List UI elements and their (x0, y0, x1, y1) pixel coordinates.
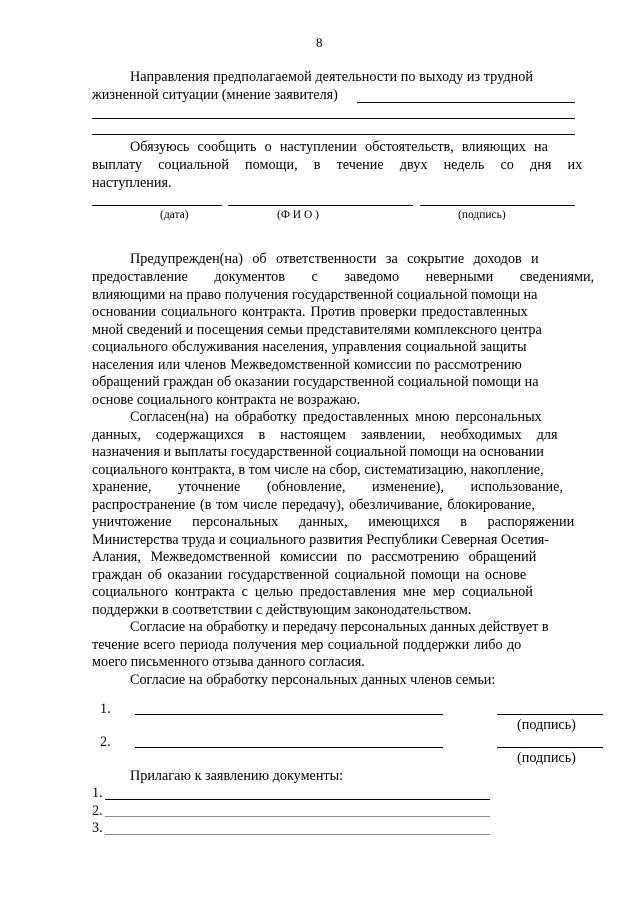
consent-period-line: течение всего периода получения мер социальной поддержки либо до (92, 636, 522, 653)
document-item-field[interactable] (105, 799, 490, 800)
family-member-name-field[interactable] (135, 714, 443, 715)
date-field[interactable] (92, 205, 222, 206)
consent-line: граждан об оказании государственной социальной помощи на основе (92, 566, 527, 583)
family-row-number: 1. (100, 701, 111, 717)
document-item-number: 2. (92, 803, 103, 819)
family-signature-label: (подпись) (517, 750, 576, 766)
date-label: (дата) (160, 209, 189, 221)
obligation-line1: Обязуюсь сообщить о наступлении обстоятельств, влияющих на (130, 139, 548, 155)
warning-line: мной сведений и посещения семьи представителями комплексного центра (92, 321, 542, 338)
family-consent-heading: Согласие на обработку персональных данных членов семьи: (130, 672, 496, 688)
family-member-signature-field[interactable] (497, 747, 603, 748)
obligation-line2: выплату социальной помощи, в течение двух недель со дня их (92, 157, 583, 173)
consent-line: распространение (в том числе передачу), обезличивание, блокирование, (92, 496, 535, 513)
consent-period-line: Согласие на обработку и передачу персональных данных действует в (130, 619, 549, 635)
document-item-number: 3. (92, 820, 103, 836)
consent-line: Министерства труда и социального развития Республики Северная Осетия- (92, 531, 549, 548)
consent-line: хранение, уточнение (обновление, изменение), использование, (92, 479, 563, 495)
fio-field[interactable] (228, 205, 413, 206)
warning-line: Предупрежден(на) об ответственности за сокрытие доходов и (130, 251, 539, 267)
document-item-number: 1. (92, 785, 103, 801)
consent-line: поддержки в соответствии с действующим законодательством. (92, 601, 472, 618)
activity-direction-field-3[interactable] (92, 134, 575, 135)
consent-line: назначения и выплаты государственной социальной помощи на основании (92, 444, 544, 460)
activity-direction-field[interactable] (357, 102, 575, 103)
consent-line: уничтожение персональных данных, имеющихся в распоряжении (92, 514, 575, 530)
document-item-field[interactable] (105, 816, 490, 817)
activity-direction-field-2[interactable] (92, 118, 575, 119)
warning-line: социального обслуживания населения, управления социальной защиты (92, 339, 527, 355)
document-item-field[interactable] (105, 834, 490, 835)
activity-direction-line2: жизненной ситуации (мнение заявителя) (92, 87, 338, 103)
consent-line: данных, содержащихся в настоящем заявлении, необходимых для (92, 426, 558, 443)
warning-line: основании социального контракта. Против проверки предоставленных (92, 304, 528, 320)
consent-line: Согласен(на) на обработку предоставленных мною персональных (130, 409, 542, 425)
activity-direction-line1: Направления предполагаемой деятельности по выходу из трудной (130, 69, 534, 85)
signature-field[interactable] (420, 205, 575, 206)
consent-line: социального контракта с целью предоставления мне мер социальной (92, 584, 533, 600)
page-number: 8 (316, 35, 323, 50)
warning-line: предоставление документов с заведомо неверными сведениями, (92, 269, 595, 285)
fio-label: (Ф И О ) (277, 209, 319, 221)
warning-line: основе социального контракта не возражаю. (92, 391, 361, 408)
warning-line: обращений граждан об оказании государственной социальной помощи на (92, 374, 539, 390)
obligation-line3: наступления. (92, 175, 172, 191)
warning-line: влияющими на право получения государственной социальной помощи на (92, 286, 538, 303)
consent-line: Алания, Межведомственной комиссии по рассмотрению обращений (92, 549, 537, 565)
family-member-name-field[interactable] (135, 747, 443, 748)
warning-line: населения или членов Межведомственной комиссии по рассмотрению (92, 356, 522, 373)
family-signature-label: (подпись) (517, 717, 576, 733)
consent-line: социального контракта, в том числе на сбор, систематизацию, накопление, (92, 461, 544, 478)
consent-period-line: моего письменного отзыва данного согласия. (92, 654, 365, 670)
signature-label: (подпись) (458, 209, 506, 221)
documents-heading: Прилагаю к заявлению документы: (130, 768, 344, 784)
family-member-signature-field[interactable] (497, 714, 603, 715)
family-row-number: 2. (100, 734, 111, 750)
